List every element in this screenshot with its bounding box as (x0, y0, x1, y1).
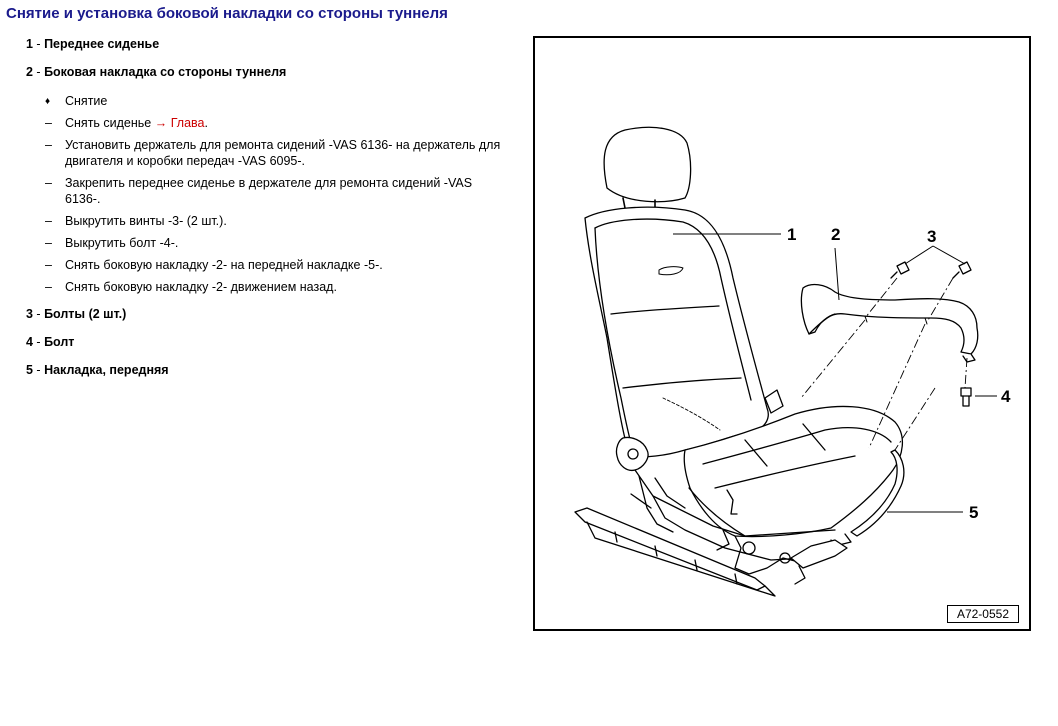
legend-item-3 (26, 307, 126, 321)
diamond-bullet-icon: ♦ (45, 96, 51, 107)
step-suffix: . (204, 116, 208, 130)
legend-item-4 (26, 335, 74, 349)
seat-exploded-diagram (533, 36, 1031, 631)
dash-bullet: – (45, 214, 52, 228)
figure-reference-code: A72-0552 (947, 605, 1019, 623)
dash-bullet: – (45, 176, 52, 190)
item-label: Боковая накладка со стороны туннеля (44, 65, 287, 79)
item-label: Накладка, передняя (44, 363, 169, 377)
dash-bullet: – (45, 116, 52, 130)
item-number: 4 (26, 335, 33, 349)
step-item (45, 115, 525, 131)
step-item (45, 137, 525, 169)
step-item (45, 279, 525, 295)
tunnel-side-trim-shape (801, 285, 977, 362)
step-item (45, 235, 525, 251)
item-number: 1 (26, 37, 33, 51)
callout-1: 1 (787, 225, 797, 244)
legend-item-5 (26, 363, 169, 377)
item-number: 3 (26, 307, 33, 321)
legend-item-1 (26, 37, 159, 51)
dash-bullet: – (45, 236, 52, 250)
step-item (45, 175, 525, 207)
item-number: 5 (26, 363, 33, 377)
item-number: 2 (26, 65, 33, 79)
separator: - (32, 37, 45, 51)
separator: - (32, 65, 45, 79)
dash-bullet: – (45, 138, 52, 152)
seat-illustration (535, 38, 1029, 629)
item-label: Болты (2 шт.) (44, 307, 127, 321)
callout-3: 3 (927, 227, 937, 246)
headrest-shape (604, 127, 691, 210)
bolt-4-shape (961, 388, 971, 406)
item-label: Переднее сиденье (44, 37, 160, 51)
step-text: Закрепить переднее сиденье в держателе для ремонта сидений -VAS 6136-. (65, 176, 473, 206)
bolt-3-shape (891, 262, 971, 278)
step-text: Выкрутить болт -4-. (65, 236, 179, 250)
step-text: Выкрутить винты -3- (2 шт.). (65, 214, 227, 228)
callout-2: 2 (831, 225, 841, 244)
callout-4: 4 (1001, 387, 1011, 406)
item-label: Болт (44, 335, 75, 349)
separator: - (32, 307, 45, 321)
step-item (45, 257, 525, 273)
dash-bullet: – (45, 258, 52, 272)
separator: - (32, 335, 45, 349)
legend-item-2 (26, 65, 286, 79)
step-text: Снять боковую накладку -2- на передней накладке -5-. (65, 258, 383, 272)
step-text: Снятие (65, 94, 108, 108)
separator: - (32, 363, 45, 377)
step-text: Снять сиденье (65, 116, 155, 130)
step-text: Снять боковую накладку -2- движением назад. (65, 280, 337, 294)
backrest-shape (585, 207, 768, 457)
dash-bullet: – (45, 280, 52, 294)
page-title: Снятие и установка боковой накладки со стороны туннеля (6, 5, 448, 22)
step-item (45, 213, 525, 229)
step-heading (45, 93, 525, 109)
callout-5: 5 (969, 503, 979, 522)
chapter-link[interactable]: → Глава (154, 116, 205, 130)
step-text: Установить держатель для ремонта сидений -VAS 6136- на держатель для двигателя и коробки передач -VAS 6095-. (65, 138, 501, 168)
